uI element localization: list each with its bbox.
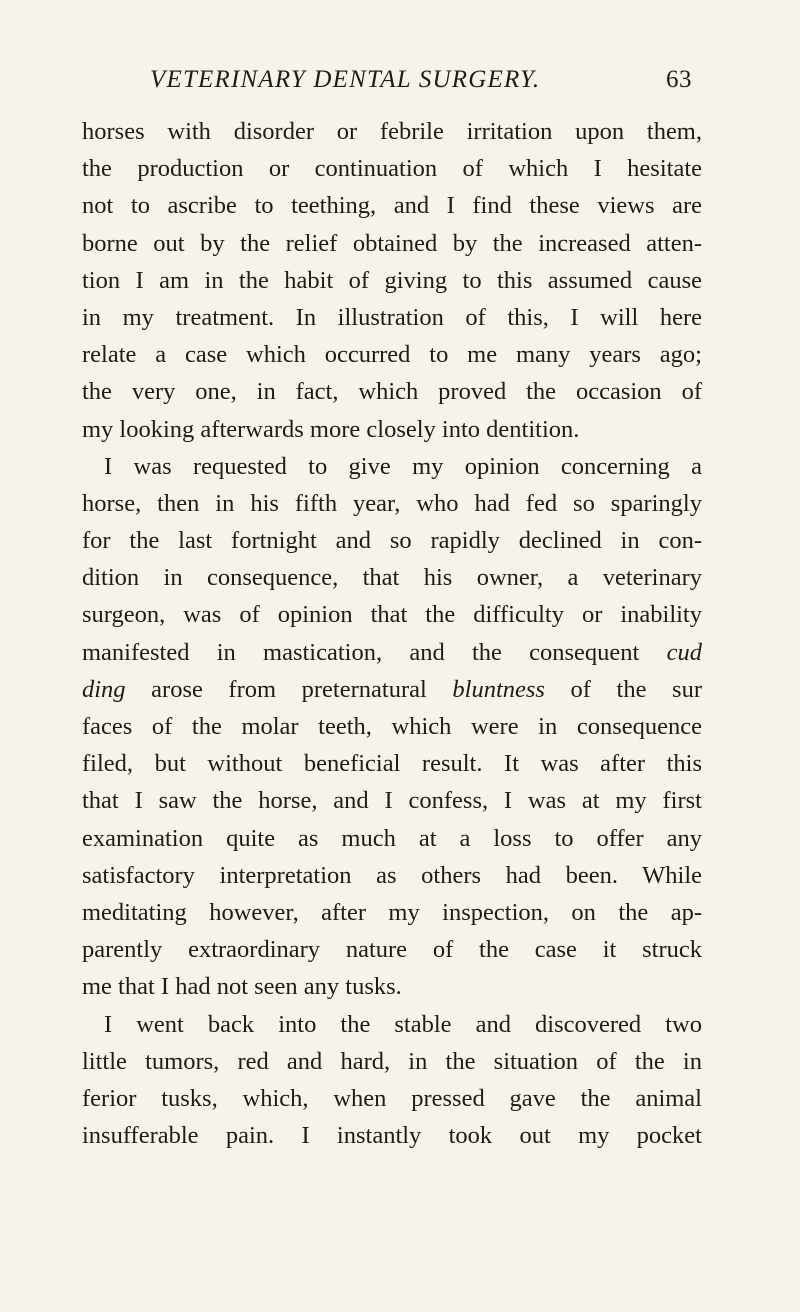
text-line: examination quite as much at a loss to offer any	[82, 824, 702, 852]
italic-word: ding	[82, 675, 126, 703]
text-line: for the last fortnight and so rapidly declined in con-	[82, 527, 702, 555]
text-line: meditating however, after my inspection, on the ap-	[82, 898, 702, 926]
text-line: parently extraordinary nature of the case it struck	[82, 936, 702, 964]
text-line: relate a case which occurred to me many years ago;	[82, 341, 702, 369]
running-head	[150, 62, 692, 98]
page-number: 63	[666, 66, 692, 93]
italic-word: bluntness	[452, 675, 545, 703]
text-line: the very one, in fact, which proved the occasion of	[82, 378, 702, 406]
text-line: that I saw the horse, and I confess, I was at my first	[82, 787, 702, 815]
text-line: faces of the molar teeth, which were in consequence	[82, 713, 702, 740]
text-segment: manifested in mastication, and the consequent	[82, 638, 640, 666]
paragraph-start-line: I went back into the stable and discovered two	[104, 1010, 702, 1038]
text-line: ferior tusks, which, when pressed gave the animal	[82, 1084, 702, 1112]
text-line: surgeon, was of opinion that the difficulty or inability	[82, 601, 702, 629]
text-line: little tumors, red and hard, in the situation of the in	[82, 1047, 702, 1075]
text-line: my looking afterwards more closely into dentition.	[82, 415, 580, 443]
text-line-with-italic	[82, 671, 702, 708]
text-line: in my treatment. In illustration of this, I will here	[82, 303, 702, 331]
text-line-with-italic	[82, 634, 702, 671]
text-line: me that I had not seen any tusks.	[82, 973, 402, 1001]
text-line: horse, then in his fifth year, who had fed so sparingly	[82, 489, 702, 517]
text-line: filed, but without beneficial result. It was after this	[82, 750, 702, 778]
text-line: dition in consequence, that his owner, a veterinary	[82, 564, 702, 592]
text-line: horses with disorder or febrile irritation upon them,	[82, 118, 702, 145]
text-line: insufferable pain. I instantly took out my pocket	[82, 1122, 702, 1150]
italic-word: cud	[666, 638, 702, 666]
text-segment: arose from preternatural	[151, 675, 427, 703]
paragraph-start-line: I was requested to give my opinion concerning a	[104, 452, 702, 480]
text-line: borne out by the relief obtained by the increased atten-	[82, 229, 702, 257]
text-line: not to ascribe to teething, and I find these views are	[82, 192, 702, 220]
running-title: VETERINARY DENTAL SURGERY.	[150, 66, 541, 93]
body-text	[82, 113, 702, 1154]
text-line: the production or continuation of which I hesitate	[82, 155, 702, 183]
text-line: satisfactory interpretation as others had been. While	[82, 861, 702, 889]
text-line: tion I am in the habit of giving to this assumed cause	[82, 266, 702, 294]
text-segment: of the sur	[570, 675, 703, 703]
